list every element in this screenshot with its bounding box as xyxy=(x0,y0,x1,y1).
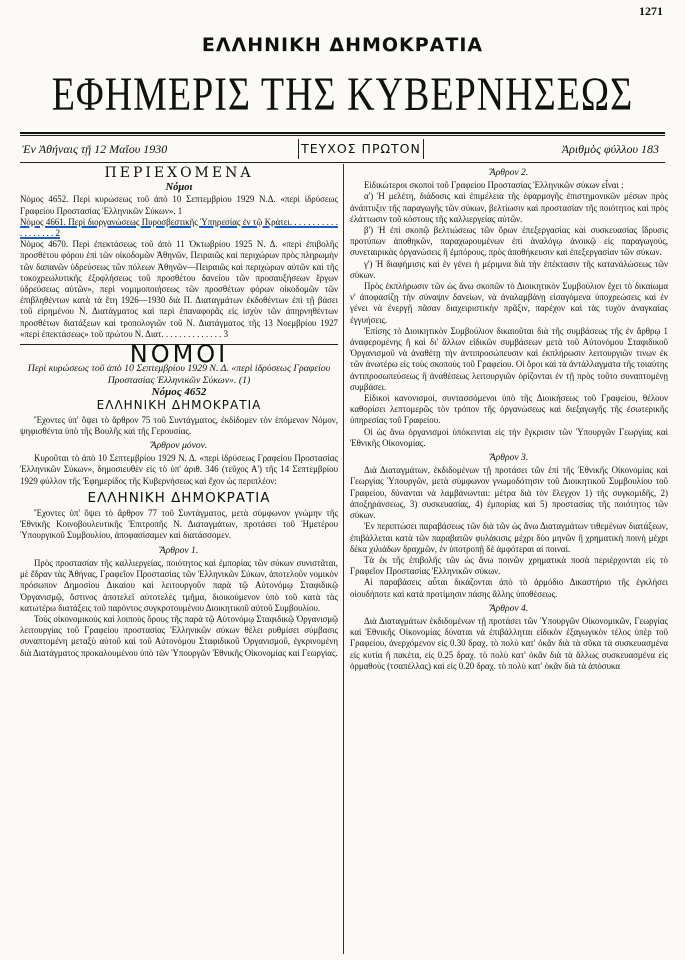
article-2-paragraph-4: Εἰδικοὶ κανονισμοί, συντασσόμενοι ὑπὸ τῆς Διοικήσεως τοῦ Γραφείου, θέλουν καθορίσει λεπτομερῶς τὸν τρόπον τῆς ὀργανώσεως καὶ διεξαγωγῆς τῆς ἐσωτερικῆς ὑπηρεσίας τοῦ Γραφείου. xyxy=(350,393,668,426)
sheet-number: Ἀριθμὸς φύλλου 183 xyxy=(561,142,659,156)
republic-header: ΕΛΛΗΝΙΚΗ ΔΗΜΟΚΡΑΤΙΑ xyxy=(201,34,484,56)
law-intro-text: Περὶ κυρώσεως τοῦ ἀπὸ 10 Σεπτεμβρίου 1929 Ν. Δ. «περὶ ἱδρύσεως Γραφείου Προστασίας Ἑλληνικῶν Σύκων». xyxy=(27,363,331,386)
toc-item-4652[interactable]: Νόμος 4652. Περὶ κυρώσεως τοῦ ἀπὸ 10 Σεπτεμβρίου 1929 Ν.Δ. «περὶ ἱδρύσεως Γραφείου Προστασίας Ἑλληνικῶν Σύκων». 1 xyxy=(20,194,338,216)
article-2-paragraph-3: Ἐπίσης τὸ Διοικητικὸν Συμβούλιον δικαιοῦται διὰ τῆς συμβάσεως τῆς ἐν ἄρθρῳ 1 ἀναφερομένης ἢ καὶ δι' ἄλλων εἰδικῶν συμβάσεων μετὰ τοῦ Αὐτονόμου Σταφιδικοῦ Ὀργανισμοῦ νὰ ἀναθέτῃ τὴν ἀντιπροσώπευσιν καὶ ἐκπλήρωσιν λειτουργιῶν τινων ἐκ τῶν ἀνωτέρω εἰς τοὺς σκοποὺς τοῦ Γραφείου. Οἱ ὅροι καὶ τὰ ἀντάλλαγματα τῆς τοιαύτης ἀντιπροσωπεύσεως ἢ ἀναθέσεως λειτουργιῶν ὁρίζονται ἐν τῇ πρὸς τοῦτο συναπτομένῃ συμβάσει. xyxy=(350,325,668,392)
single-article-heading: Ἄρθρον μόνον. xyxy=(150,440,208,452)
top-rule xyxy=(20,132,665,134)
article-4-paragraph-1: Διὰ Διαταγμάτων ἐκδιδομένων τῇ προτάσει τῶν Ὑπουργῶν Οἰκονομικῶν, Γεωργίας καὶ Ἐθνικῆς Οἰκονομίας δύναται νὰ ἐπιβάλληται εἰδικὸν ἐξαγωγικὸν τέλος ὑπὲρ τοῦ Γραφείου, ἀνερχόμενον εἰς 0.30 δραχ. τὸ πολὺ κατ' ὀκᾶν διὰ τὰ σῦκα τὰ συσκευασμένα εἰς κυτία ἢ πακέτα, εἰς 0.25 δραχ. τὸ πολὺ κατ' ὀκᾶν διὰ τὰ ἄλλως συσκευασμένα εἰς ὁρμαθοὺς (τσαπέλλας) καὶ εἰς 0.20 δραχ. τὸ πολὺ κατ' ὀκᾶν διὰ τὰ ἀπόσυκα xyxy=(350,615,668,671)
toc-subtitle: Νόμοι xyxy=(165,182,193,194)
article-3-paragraph-1: Διὰ Διαταγμάτων, ἐκδιδομένων τῇ προτάσει τῶν ἐπὶ τῆς Ἐθνικῆς Οἰκονομίας καὶ Γεωργίας Ὑπουργῶν, μετὰ σύμφωνον γνωμοδότησιν τοῦ Διοικητικοῦ Συμβουλίου τοῦ Γραφείου, δύνανται νὰ λαμβάνωνται: μέτρα διὰ τὸν ἔλεγχον 1) τῆς συγκομιδῆς, 2) ἀποξηράνσεως, 3) συσκευασίας, 4) ἐμπορίας καὶ 5) προστασίας τῆς ποιότητος τῶν σύκων. xyxy=(350,465,668,521)
toc-title: ΠΕΡΙΕΧΟΜΕΝΑ xyxy=(104,165,254,181)
issue-label: ΤΕΥΧΟΣ ΠΡΩΤΟΝ xyxy=(298,139,424,159)
law-intro xyxy=(20,363,338,386)
article-2-intro: Εἰδικώτεροι σκοποὶ τοῦ Γραφείου Προστασίας Ἑλληνικῶν σύκων εἶναι : xyxy=(364,180,624,191)
republic-subheading-1: ΕΛΛΗΝΙΚΗ ΔΗΜΟΚΡΑΤΙΑ xyxy=(96,398,262,413)
single-article-text: Κυροῦται τὸ ἀπὸ 10 Σεπτεμβρίου 1929 Ν. Δ. «περὶ ἱδρύσεως Γραφείου Προστασίας Ἑλληνικῶν Σύκων», δημοσιευθὲν εἰς τὸ ὑπ' ἀριθ. 346 (τεῦχος Α') τῆς 14 Σεπτεμβρίου 1929 φύλλον τῆς Ἐφημερίδος τῆς Κυβερνήσεως καὶ ἔχον ὡς περιπλέον: xyxy=(20,453,338,486)
article-3-paragraph-2: Ἐν περιπτώσει παραβάσεως τῶν διὰ τῶν ὡς ἄνω Διαταγμάτων τιθεμένων διατάξεων, ἐπιβάλλεται κατὰ τῶν παραβατῶν φυλάκισις μέχρι δύο μηνῶν ἢ χρηματικὴ ποινὴ μέχρι δέκα χιλιάδων δραχμῶν, ἐν ὑποτροπῇ δὲ ἀμφότεραι αἱ ποιναί. xyxy=(350,521,668,554)
footnote-mark: (1) xyxy=(238,374,251,386)
place-date: Ἐν Ἀθήναις τῇ 12 Μαΐου 1930 xyxy=(22,142,168,156)
column-divider xyxy=(343,164,344,954)
article-2-paragraph-5: Οἱ ὡς ἄνω ὀργανισμοὶ ὑπόκεινται εἰς τὴν ἔγκρισιν τῶν Ὑπουργῶν Γεωργίας καὶ Ἐθνικῆς Οἰκονομίας. xyxy=(350,426,668,448)
article-1-paragraph-1: Πρὸς προστασίαν τῆς καλλιεργείας, ποιότητος καὶ ἐμπορίας τῶν σύκων συνιστᾶται, μὲ ἕδραν τὰς Ἀθήνας, Γραφεῖον Προστασίας τῶν Ἑλληνικῶν Σύκων, ἀποτελοῦν νομικὸν πρόσωπον Δημοσίου Δικαίου καὶ λειτουργοῦν παρὰ τῷ Αὐτονόμῳ Σταφιδικῷ Ὀργανισμῷ, ὅστινος ἀποτελεῖ αὐτοτελὲς τμῆμα, διοικούμενον ὑπὸ τοῦ κατὰ τὰς κατωτέρω διατάξεις τοῦ παρόντος συγκροτουμένου Διοικητικοῦ αὐτοῦ Συμβουλίου. xyxy=(20,557,338,613)
top-rule-thin xyxy=(20,135,665,136)
page-number: 1271 xyxy=(639,4,663,18)
article-3-paragraph-4: Αἱ παραβάσεις αὗται δικάζονται ἀπὸ τὸ ἁρμόδιο Δικαστήριο τῆς ἐγκλήσει οἱουδήποτε καὶ κατὰ προτίμησιν πάσης ἄλλης ὑποθέσεως. xyxy=(350,577,668,599)
article-2-heading: Ἄρθρον 2. xyxy=(489,167,529,178)
left-column xyxy=(20,164,338,659)
gazette-title: ΕΦΗΜΕΡΙΣ ΤΗΣ ΚΥΒΕΡΝΗΣΕΩΣ xyxy=(51,68,634,122)
issue-info-bar xyxy=(20,139,665,159)
right-column xyxy=(350,164,668,672)
law-number: Νόμος 4652 xyxy=(151,386,207,399)
article-4-heading: Ἄρθρον 4. xyxy=(489,602,529,614)
laws-heading: ΝΟΜΟΙ xyxy=(129,340,229,369)
article-2-item-c: γ') Ἡ διαφήμισις καὶ ἐν γένει ἡ μέριμνα διὰ τὴν ἐπέκτασιν τῆς κατανάλώσεως τῶν σύκων. xyxy=(350,258,668,280)
preamble-1: Ἔχοντες ὑπ' ὄψει τὸ ἄρθρον 75 τοῦ Συντάγματος, ἐκδίδομεν τὸν ἑπόμενον Νόμον, ψηφισθέντα ὑπὸ τῆς Βουλῆς καὶ τῆς Γερουσίας. xyxy=(20,414,338,436)
article-3-paragraph-3: Τὰ ἐκ τῆς ἐπιβολῆς τῶν ὡς ἄνω ποινῶν χρηματικὰ ποσὰ περιέρχονται εἰς τὸ Γραφεῖον Προστασίας Ἑλληνικῶν σύκων. xyxy=(350,554,668,577)
toc-item-4661[interactable]: Νόμος 4661. Περὶ διοργανώσεως Πυροσβεστικῆς Ὑπηρεσίας ἐν τῷ Κράτει. . . . . . . . . . . . . . . . . . . 2 xyxy=(20,216,338,239)
article-2-item-a: α') Ἡ μελέτη, διάδοσις καὶ ἐπιμέλεια τῆς ἐφαρμογῆς ἐπιστημονικῶν μέσων πρὸς ἀνάπτυξιν τῆς παραγωγῆς τῶν σύκων, βελτίωσιν καὶ προστασίαν τῆς ποιότητος καὶ πρὸς ἐλάττωσιν τοῦ κόστους τῆς καλλιεργείας αὐτῶν. xyxy=(350,191,668,224)
article-1-paragraph-2: Τοὺς οἰκονομικοὺς καὶ λοιποὺς ὅρους τῆς παρὰ τῷ Αὐτονόμῳ Σταφιδικῷ Ὀργανισμῷ λειτουργίας τοῦ Γραφείου προστασίας Ἑλληνικῶν σύκων θέλει ρυθμίσει σύμβασις συναπτομένη μεταξὺ αὐτοῦ καὶ τοῦ Αὐτονόμου Σταφιδικοῦ Ὀργανισμοῦ, ἐγκρινομένη διὰ Διατάγματος προκαλουμένου ὑπὸ τῶν Ὑπουργῶν Ἐθνικῆς Οἰκονομίας καὶ Γεωργίας. xyxy=(20,613,338,658)
toc-item-4670[interactable]: Νόμος 4670. Περὶ ἐπεκτάσεως τοῦ ἀπὸ 11 Ὀκτωβρίου 1925 Ν. Δ. «περὶ ἐπιβολῆς προσθέτου φόρου ἐπὶ τῶν οἰκοδομῶν Ἀθηνῶν, Πειραιῶς καὶ περιχώρων πρὸς πληρωμὴν τῶν δαπανῶν ὑδρεύσεως τῶν πόλεων Ἀθηνῶν—Πειραιῶς καὶ περιχώρων αὐτῶν καὶ τῆς τοκοχρεωλυτικῆς ἐξοφλήσεως τοῦ προσθέτου δανείου τῶν προσαυξήσεων ἔργων ὑδρεύσεως αὐτῶν», περὶ νομιμοποιήσεως τῶν προσθέτων φόρων οἰκοδομῶν τῶν ἐπιβληθέντων κατὰ τὰ ἔτη 1926—1930 διὰ Π. Διαταγμάτων ἐκδοθέντων ἐπὶ τῇ βάσει τοῦ εἰρημένου Ν. Διατάγματος καὶ περὶ ἐπαναφορᾶς εἰς ἰσχὺν τῶν ἀπηρνηθέντων προσθέτων διατάξεων καὶ τροπολογιῶν τοῦ Ν. Διατάγματος τῆς 13 Νοεμβρίου 1927 «περὶ ἐπεκτάσεως» τοῦ πρώτου Ν. Διατ. . . . . . . . . . . . . . 3 xyxy=(20,239,338,339)
article-2-item-b: β') Ἡ ἐπὶ σκοπῷ βελτιώσεως τῶν ὅρων ἐπεξεργασίας καὶ συσκευασίας ἵδρυσις προτύπων ἀποθηκῶν, παραχωρουμένων ἐπὶ ἀναλόγῳ ἀνοικῷ εἰς παραγωγούς, συνεταιρικὰς ὀργανώσεις ἢ ἐμπόρους, πρὸς ἀποθήκευσιν καὶ ἐπεξεργασίαν τῶν σύκων. xyxy=(350,225,668,258)
republic-subheading-2: ΕΛΛΗΝΙΚΗ ΔΗΜΟΚΡΑΤΙΑ xyxy=(87,489,271,506)
article-1-heading: Ἄρθρον 1. xyxy=(159,544,199,556)
article-2-paragraph-2: Πρὸς ἐκπλήρωσιν τῶν ὡς ἄνω σκοπῶν τὸ Διοικητικὸν Συμβούλιον ἔχει τὸ δικαίωμα ν' ἀποφασίζῃ τὴν σύναψιν δανείων, νὰ ἀναλαμβάνῃ εἰσαγόμενα ὑποχρεώσεις καὶ ἐν γένει νὰ ἐνεργῇ πᾶσαν διαχειριστικὴν πρᾶξιν, παρέχον καὶ τὰς τυχὸν ἀναγκαίας ἐγγυήσεις. xyxy=(350,281,668,325)
preamble-2: Ἔχοντες ὑπ' ὄψει τὸ ἄρθρον 77 τοῦ Συντάγματος, μετὰ σύμφωνον γνώμην τῆς Ἐθνικῆς Κοινοβουλευτικῆς Ἐπιτροπῆς Ν. Διαταγμάτων, προτάσει τοῦ Ἡμετέρου Ὑπουργικοῦ Συμβουλίου, ἀποφασίσαμεν καὶ διατάσσομεν. xyxy=(20,508,338,541)
bottom-rule xyxy=(20,162,665,163)
article-3-heading: Ἄρθρον 3. xyxy=(489,452,529,464)
